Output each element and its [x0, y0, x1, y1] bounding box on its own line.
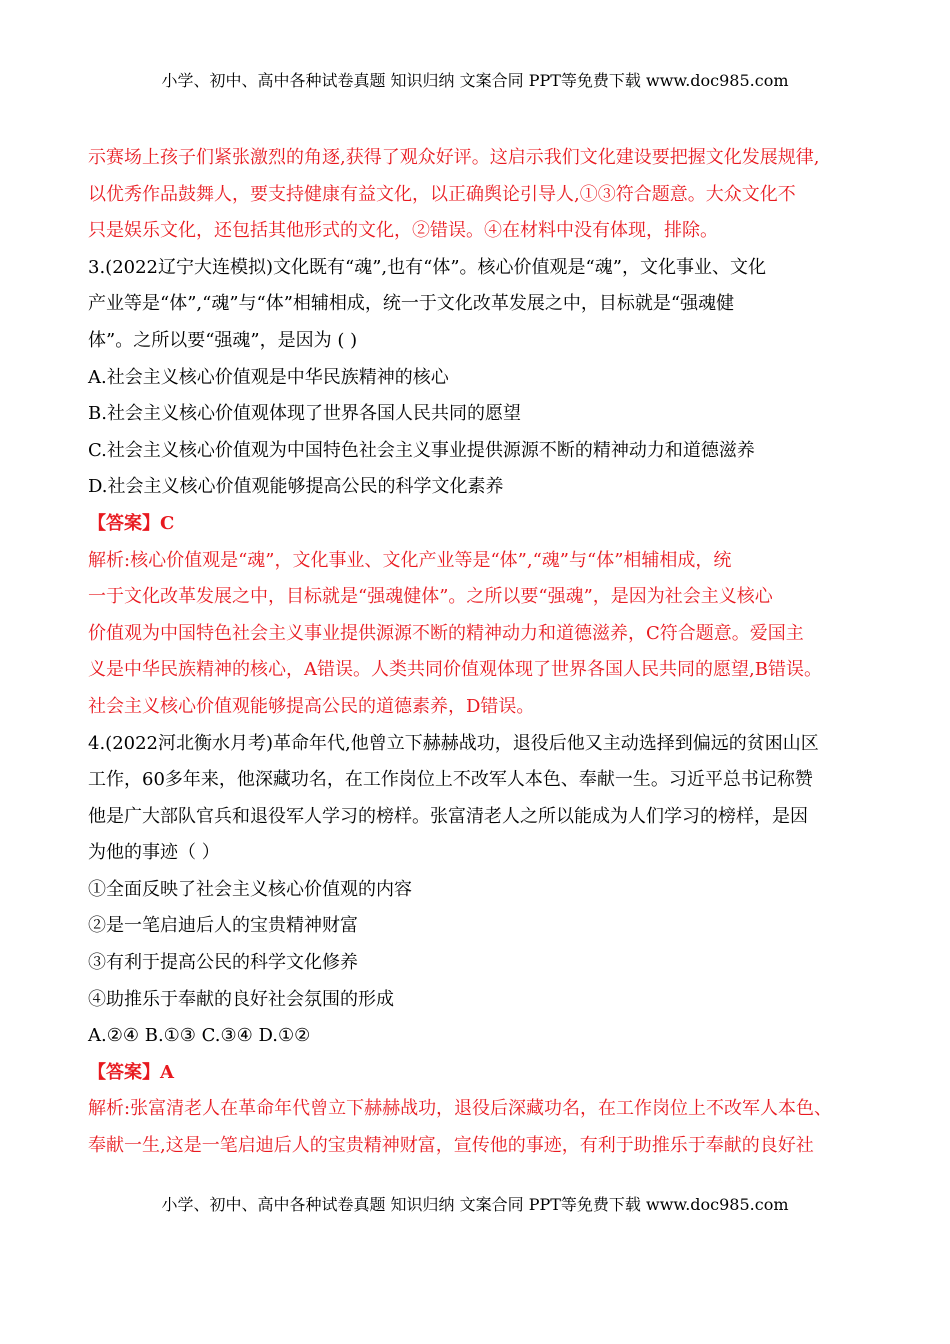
prev-explanation-line: 示赛场上孩子们紧张激烈的角逐,获得了观众好评。这启示我们文化建设要把握文化发展规律,: [88, 147, 820, 168]
q4-statement-2: ②是一笔启迪后人的宝贵精神财富: [88, 915, 358, 937]
q4-stem-line: 他是广大部队官兵和退役军人学习的榜样。张富清老人之所以能成为人们学习的榜样，是因: [88, 805, 808, 827]
q3-option-d: D.社会主义核心价值观能够提高公民的科学文化素养: [88, 476, 504, 498]
q4-statement-3: ③有利于提高公民的科学文化修养: [88, 952, 358, 974]
prev-explanation-line: 以优秀作品鼓舞人，要支持健康有益文化，以正确舆论引导人,①③符合题意。大众文化不: [88, 183, 796, 205]
q4-stem-line: 为他的事迹（ ）: [88, 842, 220, 864]
q4-explanation-line: 解析:张富清老人在革命年代曾立下赫赫战功，退役后深藏功名，在工作岗位上不改军人本色、: [88, 1098, 833, 1120]
page-header: 小学、初中、高中各种试卷真题 知识归纳 文案合同 PPT等免费下载 www.doc985.com: [161, 71, 789, 90]
q3-explanation-line: 社会主义核心价值观能够提高公民的道德素养，D错误。: [88, 695, 535, 717]
q3-stem-line: 3.(2022辽宁大连模拟)文化既有“魂”,也有“体”。核心价值观是“魂”，文化事业、文化: [88, 256, 766, 278]
q4-choices: A.②④ B.①③ C.③④ D.①②: [88, 1025, 311, 1047]
document-body: [88, 140, 888, 1165]
q4-stem-line: 工作，60多年来，他深藏功名，在工作岗位上不改军人本色、奉献一生。习近平总书记称赞: [88, 769, 813, 791]
q4-answer: 【答案】A: [88, 1061, 174, 1083]
page-footer: 小学、初中、高中各种试卷真题 知识归纳 文案合同 PPT等免费下载 www.doc985.com: [161, 1195, 789, 1214]
q3-stem-line: 产业等是“体”,“魂”与“体”相辅相成，统一于文化改革发展之中，目标就是“强魂健: [88, 293, 735, 315]
q3-stem-line: 体”。之所以要“强魂”，是因为 ( ): [88, 329, 358, 351]
q3-option-b: B.社会主义核心价值观体现了世界各国人民共同的愿望: [88, 403, 521, 425]
q4-explanation-line: 奉献一生,这是一笔启迪后人的宝贵精神财富，宣传他的事迹，有利于助推乐于奉献的良好社: [88, 1135, 814, 1157]
q3-explanation-line: 解析:核心价值观是“魂”，文化事业、文化产业等是“体”,“魂”与“体”相辅相成，统: [88, 549, 732, 571]
q3-explanation-line: 义是中华民族精神的核心，A错误。人类共同价值观体现了世界各国人民共同的愿望,B错误。: [88, 659, 822, 681]
q3-explanation-line: 一于文化改革发展之中，目标就是“强魂健体”。之所以要“强魂”，是因为社会主义核心: [88, 586, 773, 608]
q4-statement-4: ④助推乐于奉献的良好社会氛围的形成: [88, 988, 394, 1010]
q3-answer: 【答案】C: [88, 512, 175, 534]
q3-explanation-line: 价值观为中国特色社会主义事业提供源源不断的精神动力和道德滋养，C符合题意。爱国主: [88, 622, 804, 644]
q4-statement-1: ①全面反映了社会主义核心价值观的内容: [88, 878, 412, 900]
q4-stem-line: 4.(2022河北衡水月考)革命年代,他曾立下赫赫战功，退役后他又主动选择到偏远的贫困山区: [88, 732, 819, 754]
q3-option-c: C.社会主义核心价值观为中国特色社会主义事业提供源源不断的精神动力和道德滋养: [88, 439, 755, 461]
prev-explanation-line: 只是娱乐文化，还包括其他形式的文化，②错误。④在材料中没有体现，排除。: [88, 220, 718, 242]
q3-option-a: A.社会主义核心价值观是中华民族精神的核心: [88, 366, 449, 388]
